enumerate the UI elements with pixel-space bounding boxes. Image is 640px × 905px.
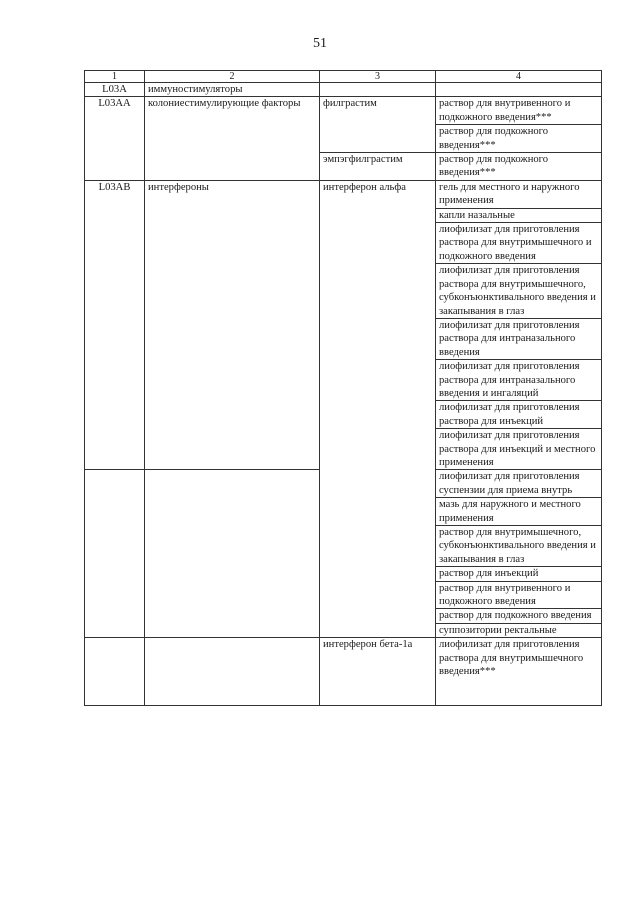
atc-group-name: колониестимулирующие факторы <box>145 97 320 153</box>
dosage-form: лиофилизат для приготовления раствора для интраназального введения и ингаляций <box>436 360 602 401</box>
table-header-row <box>85 71 602 83</box>
page-number: 51 <box>313 36 327 51</box>
dosage-form: суппозитории ректальные <box>436 623 602 637</box>
atc-code: L03AB <box>85 180 145 470</box>
empty-cell <box>85 153 145 181</box>
dosage-form: раствор для внутривенного и подкожного введения <box>436 581 602 609</box>
dosage-form: раствор для внутримышечного, субконъюнктивального введения и закапывания в глаз <box>436 526 602 567</box>
table-row <box>85 97 602 125</box>
dosage-form: лиофилизат для приготовления раствора для внутримышечного введения*** <box>436 638 602 706</box>
column-header: 4 <box>436 71 602 83</box>
empty-cell <box>145 153 320 181</box>
empty-cell <box>145 470 320 638</box>
empty-cell <box>145 638 320 706</box>
empty-cell <box>436 83 602 97</box>
dosage-form: раствор для подкожного введения <box>436 609 602 623</box>
dosage-form: раствор для подкожного введения*** <box>436 125 602 153</box>
empty-cell <box>320 83 436 97</box>
dosage-form: капли назальные <box>436 208 602 222</box>
dosage-form: раствор для подкожного введения*** <box>436 153 602 181</box>
dosage-form: раствор для внутривенного и подкожного введения*** <box>436 97 602 125</box>
dosage-form: лиофилизат для приготовления раствора для интраназального введения <box>436 318 602 359</box>
dosage-form: гель для местного и наружного применения <box>436 180 602 208</box>
atc-code: L03AA <box>85 97 145 153</box>
empty-cell <box>85 638 145 706</box>
dosage-form: лиофилизат для приготовления раствора для внутримышечного, субконъюнктивального введения и закапывания в глаз <box>436 264 602 319</box>
column-header: 3 <box>320 71 436 83</box>
dosage-form: лиофилизат для приготовления суспензии для приема внутрь <box>436 470 602 498</box>
drug-table <box>84 70 602 706</box>
dosage-form: лиофилизат для приготовления раствора для внутримышечного и подкожного введения <box>436 223 602 264</box>
table-row <box>85 180 602 208</box>
atc-group-name: интерфероны <box>145 180 320 470</box>
dosage-form: раствор для инъекций <box>436 567 602 581</box>
dosage-form: лиофилизат для приготовления раствора для инъекций и местного применения <box>436 429 602 470</box>
table-row <box>85 83 602 97</box>
empty-cell <box>85 470 145 638</box>
atc-code: L03A <box>85 83 145 97</box>
column-header: 2 <box>145 71 320 83</box>
dosage-form: мазь для наружного и местного применения <box>436 498 602 526</box>
drug-name: филграстим <box>320 97 436 153</box>
table-row <box>85 638 602 706</box>
dosage-form: лиофилизат для приготовления раствора для инъекций <box>436 401 602 429</box>
drug-name: интерферон бета-1a <box>320 638 436 706</box>
column-header: 1 <box>85 71 145 83</box>
atc-group-name: иммуностимуляторы <box>145 83 320 97</box>
drug-name: эмпэгфилграстим <box>320 153 436 181</box>
drug-name: интерферон альфа <box>320 180 436 637</box>
table-row <box>85 153 602 181</box>
